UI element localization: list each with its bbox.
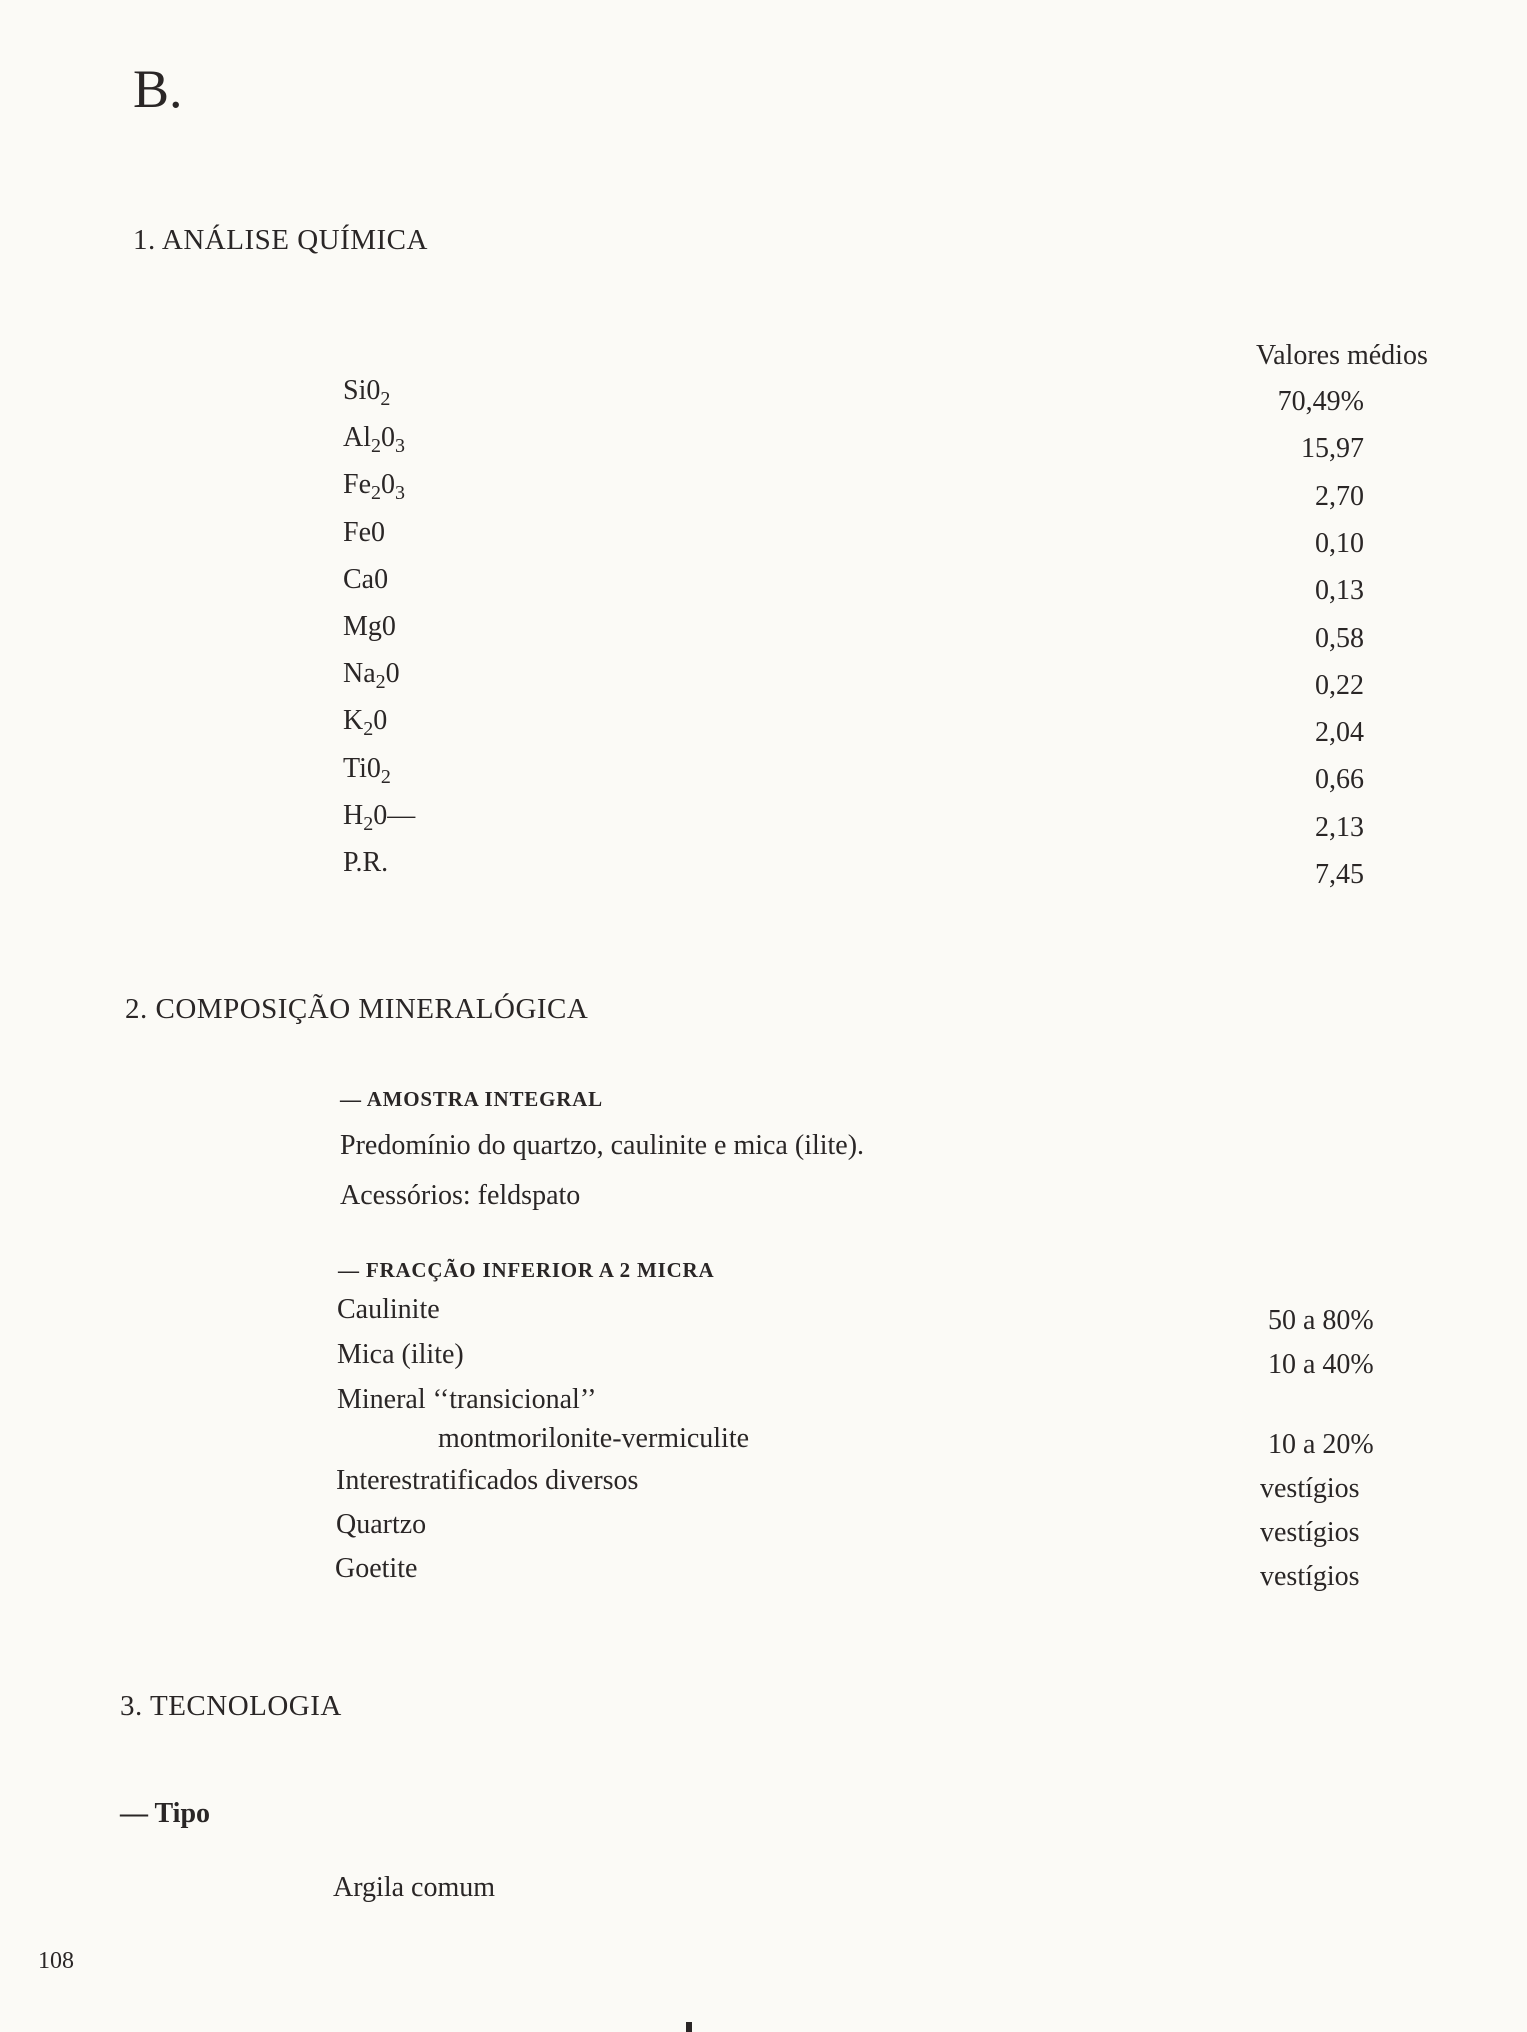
chem-value: 0,10 <box>1315 527 1364 559</box>
chem-formula <box>343 753 391 789</box>
chem-value: 0,58 <box>1315 622 1364 654</box>
formula-text: P.R. <box>343 847 389 878</box>
formula-subscript: 2 <box>380 765 391 788</box>
chem-value: 0,13 <box>1315 575 1364 607</box>
mineral-value: 10 a 40% <box>1268 1349 1374 1380</box>
mineral-value: 10 a 20% <box>1268 1429 1374 1460</box>
chem-formula <box>343 705 387 741</box>
formula-subscript: 2 <box>380 388 391 410</box>
mineral-name: Quartzo <box>336 1509 427 1540</box>
formula-text: Ca0 <box>343 563 389 595</box>
chem-value: 2,13 <box>1315 811 1364 843</box>
chem-formula <box>343 469 405 505</box>
mineral-value: vestígios <box>1260 1517 1360 1548</box>
chem-formula <box>343 611 396 643</box>
formula-subscript: 2 <box>363 812 374 835</box>
chem-formula <box>343 800 415 836</box>
chem-formula <box>343 564 388 596</box>
formula-subscript: 2 <box>375 671 386 694</box>
scan-mark <box>686 2022 692 2032</box>
column-header: Valores médios <box>1256 340 1428 371</box>
integral-sample-text: Predomínio do quartzo, caulinite e mica (ilite). <box>340 1130 865 1161</box>
section-1-title: 1. ANÁLISE QUÍMICA <box>133 224 428 256</box>
formula-subscript: 3 <box>395 482 405 505</box>
formula-subscript: 2 <box>371 482 381 505</box>
section-2-title: 2. COMPOSIÇÃO MINERALÓGICA <box>125 993 589 1025</box>
mineral-name: Goetite <box>335 1553 418 1584</box>
chem-value: 2,70 <box>1315 480 1364 512</box>
formula-text: Mg0 <box>343 611 396 642</box>
formula-text: 0 <box>381 469 395 501</box>
section-letter: B. <box>133 59 183 119</box>
chem-formula <box>343 375 390 411</box>
formula-text: Fe0 <box>343 516 385 548</box>
formula-text: Na <box>343 658 376 690</box>
tipo-label: — Tipo <box>120 1798 211 1829</box>
mineral-name: Interestratificados diversos <box>336 1465 639 1496</box>
formula-text: Si0 <box>343 375 381 406</box>
mineral-value: vestígios <box>1260 1561 1360 1592</box>
mineral-value: vestígios <box>1260 1473 1360 1504</box>
formula-text: 0— <box>373 799 416 831</box>
mineral-name: Caulinite <box>337 1294 440 1325</box>
accessories-text: Acessórios: feldspato <box>340 1180 581 1211</box>
chem-formula <box>343 422 405 458</box>
formula-subscript: 2 <box>363 718 374 741</box>
chem-value: 0,22 <box>1315 669 1364 701</box>
mineral-value: 50 a 80% <box>1268 1305 1374 1336</box>
formula-text: K <box>343 705 364 737</box>
formula-subscript: 2 <box>371 435 381 458</box>
chem-value: 0,66 <box>1315 764 1364 796</box>
section-3-title: 3. TECNOLOGIA <box>120 1690 342 1722</box>
chem-formula <box>343 847 388 879</box>
formula-text: Ti0 <box>343 752 381 784</box>
formula-text: Fe <box>343 469 371 501</box>
chem-value: 7,45 <box>1315 859 1364 890</box>
integral-sample-label: — AMOSTRA INTEGRAL <box>340 1087 603 1111</box>
chem-formula <box>343 658 400 694</box>
formula-text: 0 <box>385 658 400 690</box>
chem-value: 2,04 <box>1315 717 1364 749</box>
mineral-name: montmorilonite-vermiculite <box>438 1423 750 1454</box>
formula-text: H <box>343 799 364 831</box>
mineral-name: Mica (ilite) <box>337 1339 464 1370</box>
formula-text: Al <box>343 422 371 454</box>
chem-formula <box>343 517 385 549</box>
chem-value: 70,49% <box>1277 386 1364 417</box>
page-number: 108 <box>38 1948 74 1974</box>
fraction-label: — FRACÇÃO INFERIOR A 2 MICRA <box>338 1258 715 1282</box>
formula-text: 0 <box>381 422 395 454</box>
chem-value: 15,97 <box>1301 433 1364 465</box>
formula-subscript: 3 <box>395 435 405 458</box>
formula-text: 0 <box>373 705 388 737</box>
tipo-value: Argila comum <box>333 1872 496 1903</box>
mineral-name: Mineral ‘‘transicional’’ <box>337 1384 597 1415</box>
